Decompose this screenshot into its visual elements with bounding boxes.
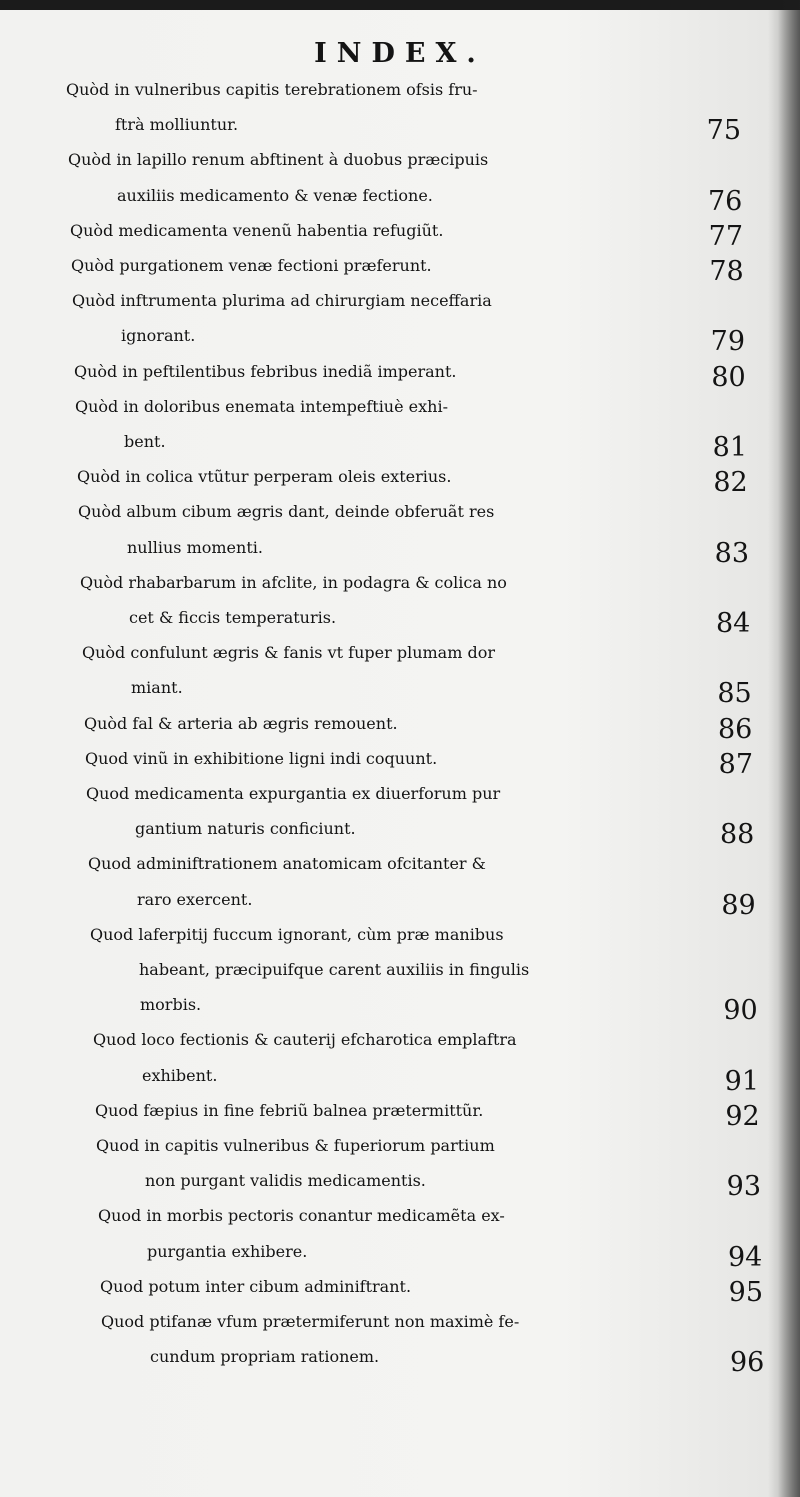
index-entry-line: Quòd in vulneribus capitis terebrationem ofsis fru- (66, 80, 478, 99)
index-entry-line: Quòd in doloribus enemata intempeftiuè exhi- (75, 396, 448, 416)
index-entry-line: Quod fæpius in fine febriũ balnea prætermittũr. (95, 1100, 484, 1120)
index-page-number: 79 (710, 326, 746, 358)
index-page-number: 78 (709, 256, 744, 287)
index-page-number: 80 (711, 361, 746, 393)
index-page-number: 96 (730, 1347, 765, 1379)
index-entry-line: Quod adminiftrationem anatomicam ofcitanter & (88, 854, 486, 874)
index-page-number: 92 (725, 1100, 760, 1132)
index-page-number: 86 (718, 713, 753, 745)
index-entry-line: Quòd purgationem venæ fectioni præferunt. (71, 256, 432, 275)
index-page-number: 84 (716, 608, 751, 639)
page-top-edge (0, 0, 800, 10)
index-entry-line: Quòd album cibum ægris dant, deinde obferuãt res (78, 502, 495, 522)
index-entry-line: exhibent. (142, 1065, 218, 1085)
index-page-number: 77 (708, 220, 744, 252)
index-entry-line: Quod in capitis vulneribus & fuperiorum partium (96, 1136, 495, 1155)
index-page-number: 83 (714, 537, 750, 569)
index-page-number: 75 (706, 115, 742, 147)
index-entry-line: Quòd confulunt ægris & fanis vt fuper plumam dor (82, 643, 495, 663)
index-entry-line: Quod medicamenta expurgantia ex diuerforum pur (86, 784, 501, 803)
index-entry-line: habeant, præcipuifque carent auxiliis in fingulis (139, 960, 530, 979)
index-entry-line: gantium naturis conficiunt. (135, 819, 356, 839)
index-entry-line: raro exercent. (137, 889, 253, 909)
index-entry-line: Quod ptifanæ vfum prætermiferunt non maximè fe- (101, 1312, 520, 1331)
index-page-number: 90 (723, 995, 758, 1027)
index-entry-line: Quod potum inter cibum adminiftrant. (100, 1276, 412, 1296)
index-entry-line: Quòd in lapillo renum abftinent à duobus præcipuis (68, 150, 489, 170)
index-page-number: 82 (713, 467, 748, 499)
index-entry-line: Quod laferpitij fuccum ignorant, cùm præ manibus (90, 924, 504, 944)
index-entry-line: Quòd fal & arteria ab ægris remouent. (84, 713, 398, 733)
index-entry-line: bent. (124, 432, 166, 451)
index-page-number: 89 (721, 889, 756, 921)
index-page-number: 91 (724, 1065, 760, 1097)
index-page-number: 88 (720, 819, 755, 851)
index-entry-line: auxiliis medicamento & venæ fectione. (117, 185, 433, 205)
index-entry-line: cet & ficcis temperaturis. (129, 608, 337, 627)
index-entry-line: non purgant validis medicamentis. (145, 1171, 426, 1191)
index-entry-line: Quod in morbis pectoris conantur medicamẽta ex- (98, 1206, 505, 1226)
page-header: INDEX. (314, 38, 486, 69)
index-entry-line: purgantia exhibere. (147, 1241, 308, 1261)
index-page-number: 94 (728, 1241, 763, 1273)
index-entry-line: Quòd rhabarbarum in afclite, in podagra & colica no (80, 572, 507, 592)
index-page-number: 95 (728, 1276, 764, 1308)
index-entry-line: nullius momenti. (127, 537, 263, 557)
page-spine-shadow (778, 0, 800, 1497)
index-entry-line: Quòd in colica vtũtur perperam oleis exterius. (77, 467, 452, 487)
index-entry-line: Quòd medicamenta venenũ habentia refugiũt. (70, 220, 444, 240)
index-page-number: 81 (712, 432, 748, 463)
index-entry-line: Quòd inftrumenta plurima ad chirurgiam neceffaria (72, 291, 492, 311)
index-page-number: 87 (718, 748, 754, 780)
index-entry-line: ignorant. (121, 326, 196, 346)
index-entry-line: Quod vinũ in exhibitione ligni indi coquunt. (85, 748, 438, 768)
index-page-number: 85 (717, 678, 752, 710)
index-page-number: 93 (726, 1171, 762, 1203)
index-entry-line: ftrà molliuntur. (115, 115, 239, 135)
index-entry-line: Quod loco fectionis & cauterij efcharotica emplaftra (93, 1030, 517, 1050)
index-page-number: 76 (708, 185, 743, 217)
index-entry-line: morbis. (140, 995, 202, 1015)
index-entry-line: Quòd in peftilentibus febribus inediã imperant. (74, 361, 457, 381)
index-entry-line: miant. (131, 678, 183, 698)
index-entry-line: cundum propriam rationem. (150, 1347, 380, 1367)
